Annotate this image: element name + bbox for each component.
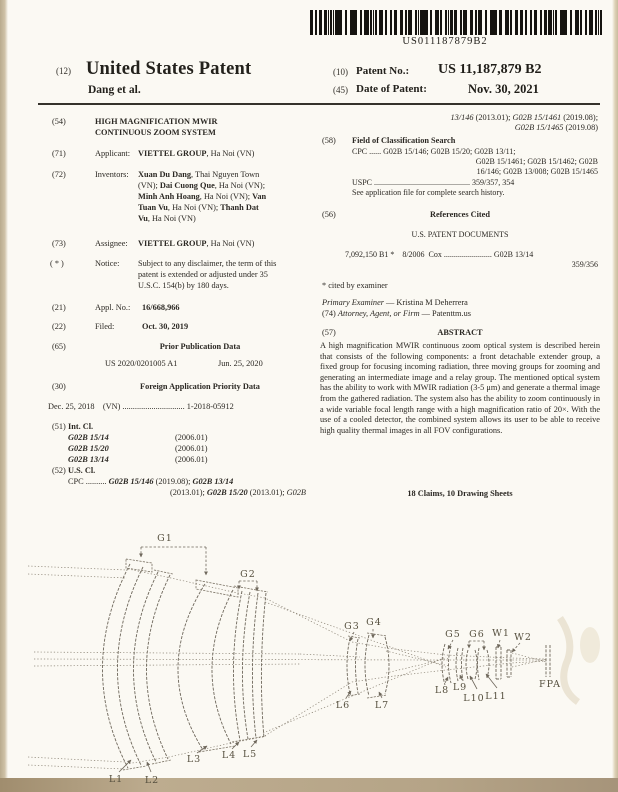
date-label: Date of Patent: — [356, 83, 427, 95]
field-22-num: (22) — [52, 322, 66, 331]
filed-label: Filed: — [95, 322, 115, 331]
cpc-continuation-line2: G02B 15/1465 (2019.08) — [514, 123, 598, 132]
int-cl-version: (2006.01) — [175, 444, 208, 453]
ray-traces — [28, 566, 547, 769]
label-L3: L3 — [186, 754, 202, 765]
kind-code-num: (12) — [56, 66, 71, 76]
label-G5: G5 — [445, 629, 461, 640]
field-58-num: (58) — [322, 136, 336, 145]
int-cl-class: G02B 15/14 — [68, 433, 109, 442]
us-cl-heading: U.S. Cl. — [68, 466, 96, 475]
patent-no-num: (10) — [333, 67, 348, 77]
field-73-num: (73) — [52, 239, 66, 248]
field-65-num: (65) — [52, 342, 66, 351]
label-L5: L5 — [242, 749, 258, 760]
field-search-see: See application file for complete search history. — [352, 188, 505, 197]
notice-line: U.S.C. 154(b) by 180 days. — [138, 281, 229, 290]
int-cl-heading: Int. Cl. — [68, 422, 94, 431]
label-G2: G2 — [240, 569, 256, 580]
reference-row-uspc: 359/356 — [571, 260, 598, 269]
label-G1: G1 — [157, 533, 173, 544]
filed-value: Oct. 30, 2019 — [142, 322, 189, 331]
label-L8: L8 — [434, 685, 450, 696]
abstract-heading: ABSTRACT — [437, 328, 483, 337]
assignee-value: VIETTEL GROUP, Ha Noi (VN) — [138, 239, 255, 248]
attorney-line: (74) Attorney, Agent, or Firm — Patenttm.us — [322, 309, 471, 318]
inventors-line: Minh Anh Hoang, Ha Noi (VN); Van — [138, 192, 267, 201]
inventors-line: Vu, Ha Noi (VN) — [138, 214, 196, 223]
applicant-label: Applicant: — [95, 149, 131, 158]
invention-title-line2: CONTINUOUS ZOOM SYSTEM — [95, 128, 216, 137]
prior-pub-heading: Prior Publication Data — [159, 342, 241, 351]
label-L9: L9 — [452, 682, 468, 693]
claims-line: 18 Claims, 10 Drawing Sheets — [407, 489, 513, 498]
label-L2: L2 — [144, 775, 160, 786]
inventors-line: (VN); Dai Cuong Que, Ha Noi (VN); — [138, 181, 265, 190]
field-search-cpc2: G02B 15/1461; G02B 15/1462; G02B — [475, 157, 598, 166]
prior-pub-date: Jun. 25, 2020 — [218, 359, 263, 368]
inventors-label: Inventors: — [95, 170, 129, 179]
us-patent-docs-heading: U.S. PATENT DOCUMENTS — [411, 230, 509, 239]
date-value: Nov. 30, 2021 — [468, 82, 539, 96]
label-G4: G4 — [366, 617, 382, 628]
references-heading: References Cited — [430, 210, 490, 219]
invention-title-line1: HIGH MAGNIFICATION MWIR — [95, 117, 218, 126]
field-57-num: (57) — [322, 328, 336, 337]
header-rule — [38, 103, 600, 105]
field-72-num: (72) — [52, 170, 66, 179]
barcode — [310, 10, 602, 35]
label-L11: L11 — [485, 691, 507, 702]
field-search-cpc1: CPC ...... G02B 15/146; G02B 15/20; G02B 13/11; — [352, 147, 516, 156]
notice-line: Subject to any disclaimer, the term of this — [138, 259, 277, 268]
inventors-line: Xuan Du Dang, Thai Nguyen Town — [138, 170, 260, 179]
prior-pub-doc: US 2020/0201005 A1 — [105, 359, 178, 368]
field-56-num: (56) — [322, 210, 336, 219]
inventors-line: Tuan Vu, Ha Noi (VN); Thanh Dat — [138, 203, 259, 212]
patent-no-label: Patent No.: — [356, 65, 410, 77]
primary-examiner-line: Primary Examiner — Kristina M Deherrera — [322, 298, 468, 307]
group-annotations — [141, 547, 520, 652]
assignee-label: Assignee: — [95, 239, 128, 248]
field-51-num: (51) — [52, 422, 66, 431]
appl-no-value: 16/668,966 — [142, 303, 180, 312]
lens-diagram — [0, 512, 618, 792]
field-search-uspc: USPC ................................................ 359/357, 354 — [352, 178, 515, 187]
applicant-value: VIETTEL GROUP, Ha Noi (VN) — [138, 149, 255, 158]
patent-no-value: US 11,187,879 B2 — [438, 62, 542, 77]
notice-num: ( * ) — [50, 259, 64, 268]
page-title: United States Patent — [86, 59, 252, 79]
label-L10: L10 — [463, 693, 485, 704]
lens-elements — [102, 564, 550, 768]
notice-line: patent is extended or adjusted under 35 — [138, 270, 268, 279]
abstract-text: A high magnification MWIR continuous zoom optical system is described herein that consists of the following components: a front detachable extender group, a fixed group for focusing incoming radiation, three moving groups for zooming and generating an intermediate image and a relay group. The mentioned optical system has the ability to work with MWIR radiation (3-5 μm) and generate a thermal image from the gathered radiation. The system also has the ability to zoom continuously in a wide variable focal length range with a high magnification ratio of 20×. With the use of a cooled detector, the combined system allows its user to be able to receive high quality thermal images in all FOV configurations. — [320, 341, 600, 435]
foreign-heading: Foreign Application Priority Data — [140, 382, 260, 391]
us-cl-cpc-line2: (2013.01); G02B 15/20 (2013.01); G02B — [170, 488, 306, 497]
label-G6: G6 — [469, 629, 485, 640]
int-cl-class: G02B 13/14 — [68, 455, 109, 464]
appl-no-label: Appl. No.: — [95, 303, 131, 312]
date-num: (45) — [333, 85, 348, 95]
label-L7: L7 — [374, 700, 390, 711]
label-FPA: FPA — [539, 679, 561, 690]
us-cl-cpc-line1: CPC .......... G02B 15/146 (2019.08); G02B 13/14 — [68, 477, 234, 486]
label-L1: L1 — [108, 774, 124, 785]
int-cl-version: (2006.01) — [175, 455, 208, 464]
int-cl-class: G02B 15/20 — [68, 444, 109, 453]
field-30-num: (30) — [52, 382, 66, 391]
scan-smudge — [560, 618, 600, 702]
label-L4: L4 — [221, 750, 237, 761]
int-cl-version: (2006.01) — [175, 433, 208, 442]
cpc-continuation-line1: 13/146 (2013.01); G02B 15/1461 (2019.08); — [450, 113, 598, 122]
label-L6: L6 — [335, 700, 351, 711]
notice-label: Notice: — [95, 259, 120, 268]
field-52-num: (52) — [52, 466, 66, 475]
field-71-num: (71) — [52, 149, 66, 158]
field-search-cpc3: 16/146; G02B 13/008; G02B 15/1465 — [476, 167, 598, 176]
inventor-short: Dang et al. — [88, 84, 141, 96]
cited-by-examiner: * cited by examiner — [322, 281, 388, 290]
label-W1: W1 — [492, 628, 510, 639]
label-G3: G3 — [344, 621, 360, 632]
field-search-heading: Field of Classification Search — [352, 136, 456, 145]
foreign-priority-line: Dec. 25, 2018 (VN) .............................. 1-2018-05912 — [48, 402, 234, 411]
label-W2: W2 — [514, 632, 532, 643]
field-54-num: (54) — [52, 117, 66, 126]
reference-row: 7,092,150 B1 * 8/2006 Cox ........................ G02B 13/14 — [345, 250, 534, 259]
field-21-num: (21) — [52, 303, 66, 312]
barcode-text: US011187879B2 — [402, 36, 488, 47]
